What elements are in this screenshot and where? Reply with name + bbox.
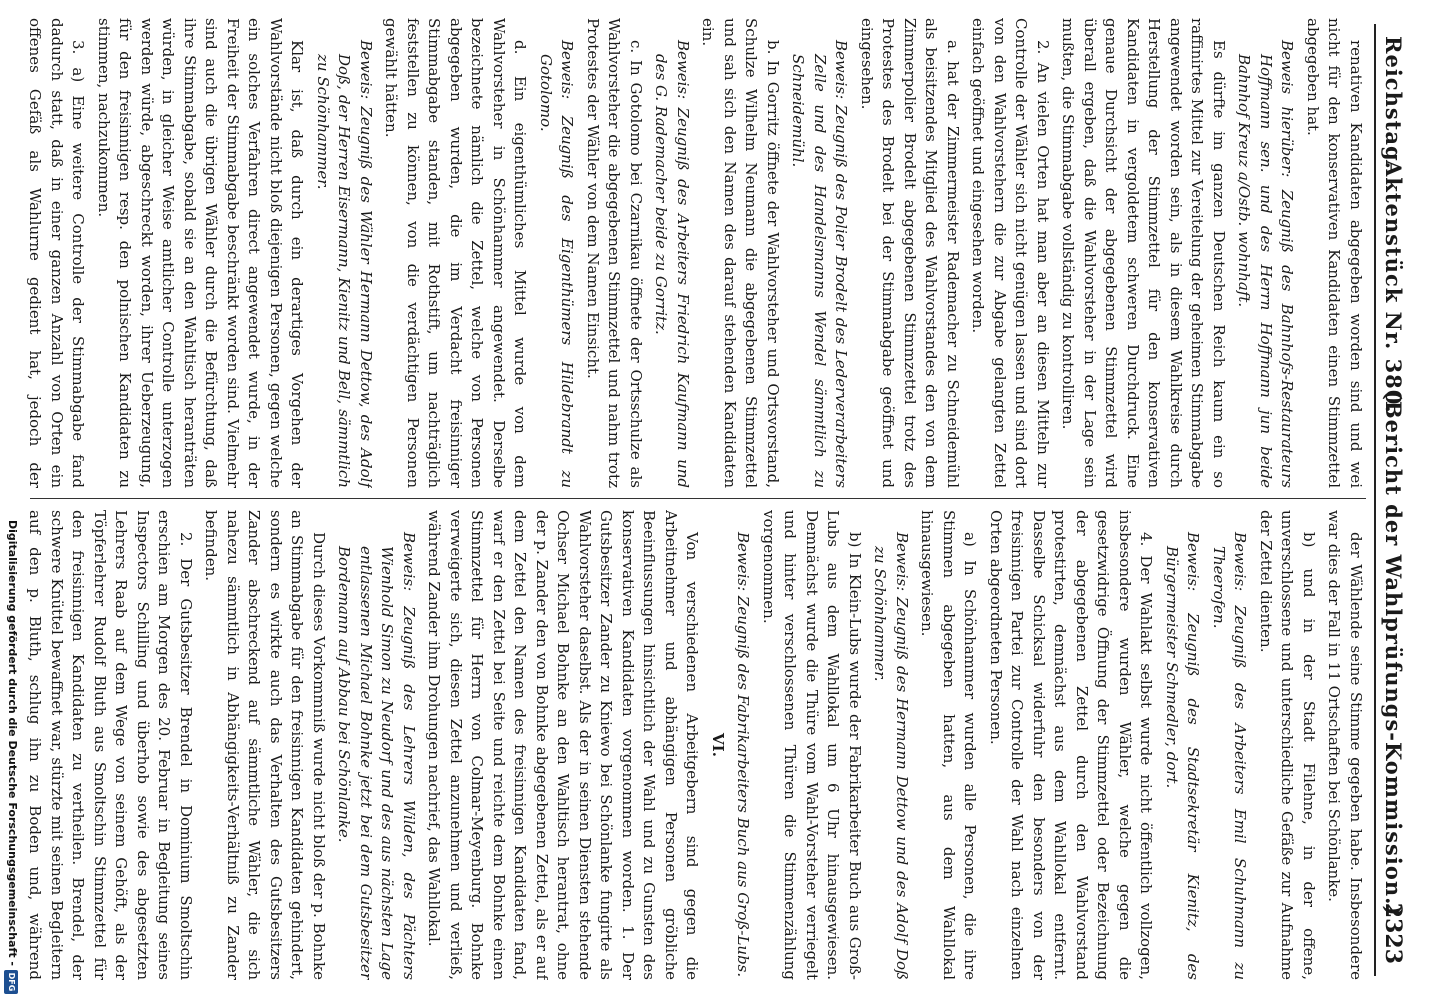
page-header bbox=[1370, 0, 1432, 1000]
paragraph: 2. Der Gutsbesitzer Brendel in Dominium Smoltschin erschien am Morgen des 20. Februar in Begleitung seines Inspectors Schilling und überhob sowie des abgesetzten Lehrers Raab auf dem Wege von seinem Gehöft, als der Töpferlehrer Rudolf Bluth aus Smoltschin Stimmzettel für den freisinnigen Kandidaten zu vertheilen. Brendel, der schwere Knüttel bewaffnet war, stürzte mit seinen Begleitern auf den p. Bluth, schlug ihn zu Boden und, während bbox=[26, 510, 195, 980]
paragraph: Beweis: Zeugniß des Polier Brodelt des Lederverarbeiters Zelle und des Handelsmanns Wendel sämmtlich zu Schneidemühl. bbox=[789, 40, 851, 488]
paragraph: 3. a) Eine weitere Controlle der Stimmabgabe fand dadurch statt, daß in einer ganzen Anzahl von Orten ein offenes Gefäß als Wahlurne gedient hat, jedoch der bbox=[26, 18, 88, 488]
paragraph: Durch dieses Vorkommniß wurde nicht bloß der p. Bohnke an Stimmabgabe für den freisinnigen Kandidaten gehindert, sondern es wirkte auch das Verhalten des Gutsbesitzers Zander abschreckend auf sämmtliche Wähler, die sich nahezu sämmtlich in Abhängigkeits-Verhältniß zu Zander befinden. bbox=[202, 510, 328, 980]
paragraph: a. hat der Zimmermeister Rademacher zu Schneidemühl als beisitzendes Mitglied des Wahlvorstandes den von dem Zimmerpolier Brodelt abgegebenen Stimmzettel trotz des Protestes des Brodelt bei der Stimmabgabe geöffnet und eingesehen. bbox=[858, 18, 962, 488]
paragraph: Beweis: Zeugniß des Fabrikarbeiters Buch aus Groß-Lubs. bbox=[734, 532, 753, 978]
paragraph: Beweis hierüber: Zeugniß des Bahnhofs-Restaurateurs Hoffmann sen. und des Herrn Hoffmann jun beide Bahnhof Kreuz a/Ostb. wohnhaft. bbox=[1235, 40, 1297, 488]
paragraph: VI. bbox=[709, 733, 727, 757]
section-title: (Bericht der Wahlprüfungs-Kommission.) bbox=[1381, 390, 1406, 917]
paragraph: Klar ist, daß durch ein derartiges Vorgehen der Wahlvorstände nicht bloß diejenigen Personen, gegen welche ein solches Verfahren direct angewendet wurde, in der Freiheit der Stimmabgabe beschränkt worden sind. Vielmehr sind auch die übrigen Wähler durch die Befürchtung, daß ihre Stimmabgabe, sobald sie an den Wahltisch heranträten würden, in gleicher Weise amtlicher Controlle unterzogen werden würde, abgeschreckt worden, ihrer Ueberzeugung, für den freisinnigen resp. den polnischen Kandidaten zu stimmen, nachzukommen. bbox=[95, 18, 307, 488]
paragraph: 4. Der Wahlakt selbst wurde nicht öffentlich vollzogen, insbesondere wurden Wähler, welche gegen die gesetzwidrige Öffnung der Stimmzettel oder Bezeichnung der abgegebenen Zettel durch den Wahlvorstand protestirten, demnächst aus dem Wahllokal entfernt. Dasselbe Schicksal widerfuhr den besonders von der freisinnigen Partei zur Controlle der Wahl nach einzelnen Orten abgeordneten Personen. bbox=[987, 510, 1156, 980]
left-text-column bbox=[24, 18, 1366, 488]
column-divider bbox=[30, 498, 1366, 499]
paragraph: renativen Kandidaten abgegeben worden sind und wei nicht für den konservativen Kandidaten einen Stimmzettel abgegeben hat. bbox=[1304, 18, 1365, 488]
paragraph: 2. An vielen Orten hat man aber an diesen Mitteln zur Controlle der Wähler sich nicht genügen lassen und sind dort von den Wahlvorstehern die zur Abgabe gelangten Zettel einfach geöffnet und eingesehen worden. bbox=[969, 18, 1052, 488]
paragraph: Es dürfte im ganzen Deutschen Reich kaum ein so raffinirtes Mittel zur Vereitelung der geheimen Stimmabgabe angewendet worden sein, als in diesem Wahlkreise durch Herstellung der Stimmzettel für den konservativen Kandidaten in vergoldetem schweren Durchdruck. Eine genaue Durchsicht der abgegebenen Stimmzettel wird überall ergeben, daß die Wahlvorsteher in der Lage sein mußten, die Stimmabgabe vollständig zu kontrolliren. bbox=[1059, 18, 1228, 488]
paragraph: Beweis: Zeugniß des Arbeiters Emil Schuhmann zu Theerofen. bbox=[1210, 532, 1250, 980]
dfg-logo-icon: DFG bbox=[4, 970, 18, 994]
funding-credit: Digitalisierung gefördert durch die Deutsche Forschungsgemeinschaft - bbox=[6, 519, 19, 966]
paragraph: d. Ein eigenthümliches Mittel wurde von dem Wahlvorsteher in Schönhammer angewendet. Derselbe bezeichnete nämlich die Zettel, welche von Personen abgegeben wurden, die im Verdacht freisinniger Stimmabgabe standen, mit Rothstift, um nachträglich feststellen zu können, von die verdächtigen Personen gewählt hätten. bbox=[382, 18, 530, 488]
page-number: 2323 bbox=[1380, 902, 1406, 964]
paragraph: Beweis: Zeugniß des Wähler Hermann Dettow, des Adolf Doß, der Herren Eisermann, Kienitz und Bell, sämmtlich zu Schönhammer. bbox=[314, 40, 375, 488]
publication-title: Reichstag. bbox=[1381, 36, 1406, 170]
paragraph: b) und in der Stadt Filehne, in der offene, unverschlossene und unterschiedliche Gefäße zur Aufnahme der Zettel dienten. bbox=[1257, 510, 1318, 980]
paragraph: Beweis: Zeugniß des Lehrers Wilden, des Pächters Wienhold Simon zu Neudorf und des aus nächsten Lage entlassenen Michael Bohnke jetzt bei dem Gutsbesitzer Bordemann auf Abbau bei Schönlanke. bbox=[335, 532, 418, 980]
paragraph: Beweis: Zeugniß des Arbeiters Friedrich Kaufmann und des G. Rademacher beide zu Gorritz. bbox=[652, 40, 692, 488]
document-number: Aktenstück Nr. 380. bbox=[1381, 160, 1406, 414]
paragraph: Beweis: Zeugniß des Eigenthümers Hildebrandt zu Gotolomo. bbox=[537, 40, 577, 488]
paragraph: b) In Klein-Lubs wurde der Fabrikarbeiter Buch aus Groß-Lubs aus dem Wahllokal um 6 Uhr hinausgewiesen. Demnächst wurde die Thüre vom Wahl-Vorsteher verriegelt und hinter verschlossenen Thüren die Stimmenzählung vorgenommen. bbox=[760, 510, 864, 980]
paragraph: Beweis: Zeugniß des Hermann Dettow und des Adolf Doß zu Schönhammer. bbox=[871, 532, 911, 980]
right-text-column bbox=[24, 510, 1366, 980]
paragraph: b. In Gorritz öffnete der Wahlvorsteher und Ortsvorstand, Schulze Wilhelm Neumann die abgegebenen Stimmzettel und sah sich den Namen des darauf stehenden Kandidaten ein. bbox=[699, 18, 782, 488]
digitization-footer bbox=[0, 0, 26, 1000]
paragraph: c. In Gotolomo bei Czarnikau öffnete der Ortsschulze als Wahlvorsteher die abgegebenen Stimmzettel und nahm trotz Protestes der Wähler von dem Namen Einsicht. bbox=[584, 18, 645, 488]
paragraph: der Wählende seine Stimme gegeben habe. Insbesondere war dies der Fall in 11 Ortschaften bei Schönlanke. bbox=[1325, 510, 1365, 980]
paragraph: Beweis: Zeugniß des Stadtsekretär Kienitz, des Bürgermeister Schmedler, dort. bbox=[1163, 532, 1203, 980]
header-rule bbox=[1374, 24, 1376, 976]
paragraph: a) In Schönhammer wurden alle Personen, die ihre Stimmen abgegeben hatten, aus dem Wahllokal hinausgewiesen. bbox=[918, 510, 980, 980]
paragraph: Von verschiedenen Arbeitgebern sind gegen die Arbeitnehmer und abhängigen Personen gröbliche Beeinflussungen hinsichtlich der Wahl und zu Gunsten des konservativen Kandidaten vorgenommen worden. 1. Der Gutsbesitzer Zander zu Kniewo bei Schönlanke fungirte als Wahlvorsteher daselbst. Als der in seinen Diensten stehende Ochser Michael Bohnke an den Wahltisch herantrat, ohne der p. Zander den von Bohnke abgegebenen Zettel, als er auf dem Zettel den Namen des freisinnigen Kandidaten fand, warf er den Zettel bei Seite und reichte dem Bohnke einen Stimmzettel für Herrn von Colmar-Meyenburg. Bohnke verweigerte sich, diesen Zettel anzunehmen und verließ, während Zander ihm Drohungen nachrief, das Wahllokal. bbox=[425, 510, 702, 980]
